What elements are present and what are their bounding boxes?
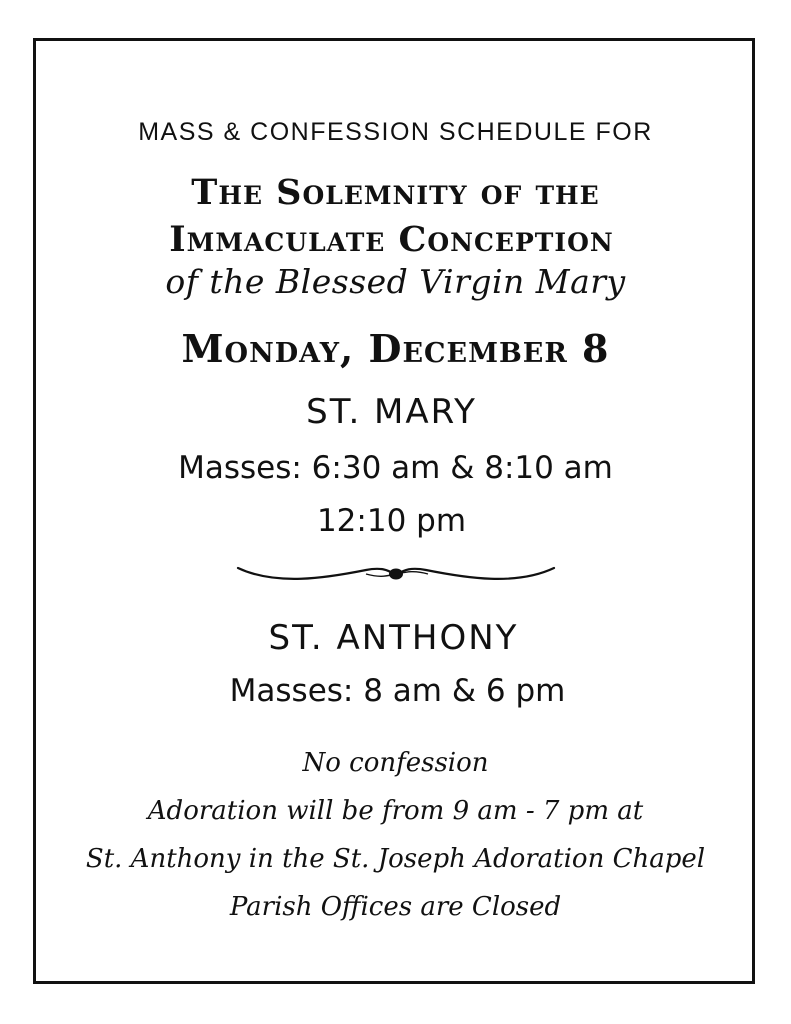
note-adoration-time: Adoration will be from 9 am - 7 pm at	[147, 796, 644, 826]
church-name-st-mary: ST. MARY	[306, 392, 477, 432]
feast-date: Monday, December 8	[181, 326, 610, 371]
note-offices-closed: Parish Offices are Closed	[229, 892, 562, 922]
ornamental-flourish-divider-icon	[236, 556, 556, 592]
church-name-st-anthony: ST. ANTHONY	[268, 618, 519, 658]
st-mary-masses-line-2: 12:10 pm	[316, 503, 467, 539]
note-adoration-location: St. Anthony in the St. Joseph Adoration Chapel	[85, 844, 706, 874]
feast-title-line-2: Immaculate Conception	[169, 219, 614, 260]
schedule-kicker: MASS & CONFESSION SCHEDULE FOR	[138, 118, 653, 146]
st-mary-masses-line-1: Masses: 6:30 am & 8:10 am	[178, 450, 613, 486]
feast-title-line-1: The Solemnity of the	[191, 172, 600, 213]
feast-subtitle: of the Blessed Virgin Mary	[165, 262, 626, 301]
st-anthony-masses: Masses: 8 am & 6 pm	[229, 673, 566, 709]
note-no-confession: No confession	[302, 748, 489, 778]
